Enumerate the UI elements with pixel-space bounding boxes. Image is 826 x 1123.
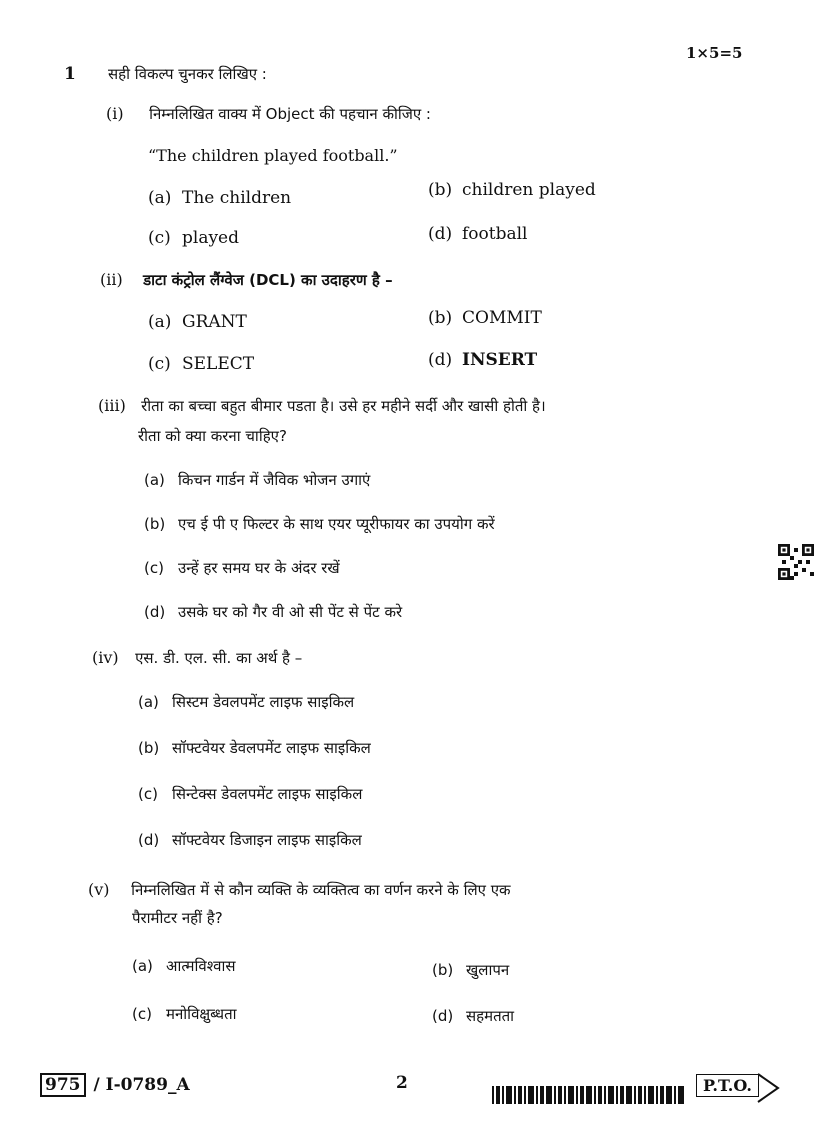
part-label: (iv): [92, 648, 119, 667]
option-text: सहमतता: [466, 1007, 515, 1025]
part-text-continued: पैरामीटर नहीं है?: [132, 909, 223, 927]
part-text-continued: रीता को क्या करना चाहिए?: [138, 427, 287, 445]
option-text: सॉफ्टवेयर डिजाइन लाइफ साइकिल: [172, 831, 362, 849]
option-label: (b): [428, 180, 453, 200]
option-c: [148, 354, 254, 374]
part-text: निम्नलिखित में से कौन व्यक्ति के व्यक्तित्व का वर्णन करने के लिए एक: [131, 881, 511, 899]
option-label: (b): [144, 515, 166, 533]
option-text: SELECT: [182, 354, 255, 374]
page-number: 2: [396, 1073, 408, 1093]
option-d: [428, 224, 528, 244]
part-label: (v): [88, 880, 110, 899]
option-label: (d): [138, 831, 160, 849]
option-text: आत्मविश्वास: [166, 957, 236, 975]
part-iv: [92, 648, 302, 668]
option-label: (c): [144, 559, 164, 577]
option-text: सिस्टम डेवलपमेंट लाइफ साइकिल: [172, 693, 355, 711]
option-label: (c): [132, 1005, 152, 1023]
option-b: [428, 308, 542, 328]
qr-code-icon: [778, 544, 814, 580]
option-text: एच ई पी ए फिल्टर के साथ एयर प्यूरीफायर का उपयोग करें: [178, 515, 495, 533]
option-label: (b): [138, 739, 160, 757]
part-text: रीता का बच्चा बहुत बीमार पडता है। उसे हर महीने सर्दी और खासी होती है।: [141, 397, 546, 415]
part-text: निम्नलिखित वाक्य में Object की पहचान कीजिए :: [149, 105, 431, 123]
part-v: [88, 880, 511, 900]
option-text: मनोविक्षुब्धता: [166, 1005, 237, 1023]
option-label: (a): [148, 188, 172, 208]
subject-code-box: 975: [40, 1073, 86, 1097]
option-text: played: [182, 228, 240, 248]
part-label: (iii): [98, 396, 126, 415]
option-text: INSERT: [462, 350, 538, 370]
option-label: (d): [428, 224, 453, 244]
option-text: children played: [462, 180, 596, 200]
marks-allocation: 1×5=5: [686, 44, 743, 62]
option-text: खुलापन: [466, 961, 510, 979]
option-b: [138, 738, 371, 758]
option-d: [428, 350, 537, 370]
option-c: [132, 1004, 237, 1024]
option-label: (a): [138, 693, 159, 711]
question-instruction: सही विकल्प चुनकर लिखिए :: [108, 65, 267, 83]
part-text: एस. डी. एल. सी. का अर्थ है –: [135, 649, 303, 667]
option-d: [432, 1006, 514, 1026]
option-b: [428, 180, 596, 200]
option-label: (b): [428, 308, 453, 328]
option-text: GRANT: [182, 312, 247, 332]
option-text: किचन गार्डन में जैविक भोजन उगाएं: [178, 471, 371, 489]
option-b: [144, 514, 495, 534]
pto-indicator: [696, 1074, 759, 1097]
option-a: [148, 188, 291, 208]
part-text: डाटा कंट्रोल लैंग्वेज (DCL) का उदाहरण है –: [143, 271, 393, 289]
option-label: (c): [148, 354, 171, 374]
option-label: (a): [144, 471, 165, 489]
part-label: (i): [106, 104, 124, 123]
option-label: (a): [148, 312, 172, 332]
part-ii: [100, 270, 393, 290]
option-d: [144, 602, 402, 622]
option-text: उसके घर को गैर वी ओ सी पेंट से पेंट करे: [178, 603, 403, 621]
option-a: [148, 312, 247, 332]
part-i: [106, 104, 431, 124]
part-label: (ii): [100, 270, 123, 289]
option-text: football: [462, 224, 528, 244]
option-label: (c): [138, 785, 158, 803]
option-text: The children: [182, 188, 292, 208]
option-c: [148, 228, 239, 248]
option-label: (c): [148, 228, 171, 248]
example-sentence: “The children played football.”: [148, 146, 398, 165]
pto-label: P.T.O.: [696, 1074, 759, 1097]
option-label: (d): [428, 350, 453, 370]
option-text: सॉफ्टवेयर डेवलपमेंट लाइफ साइकिल: [172, 739, 371, 757]
option-a: [132, 956, 235, 976]
option-b: [432, 960, 509, 980]
barcode-icon: [492, 1086, 684, 1104]
paper-code: / I-0789_A: [93, 1075, 190, 1095]
option-label: (d): [144, 603, 166, 621]
option-label: (a): [132, 957, 153, 975]
question-number: 1: [64, 64, 76, 84]
option-text: उन्हें हर समय घर के अंदर रखें: [178, 559, 340, 577]
option-label: (b): [432, 961, 454, 979]
option-label: (d): [432, 1007, 454, 1025]
footer-paper-code: [40, 1073, 190, 1097]
option-text: सिन्टेक्स डेवलपमेंट लाइफ साइकिल: [172, 785, 363, 803]
part-iii: [98, 396, 546, 416]
option-c: [138, 784, 362, 804]
option-text: COMMIT: [462, 308, 542, 328]
option-c: [144, 558, 340, 578]
option-a: [138, 692, 354, 712]
option-d: [138, 830, 362, 850]
option-a: [144, 470, 370, 490]
